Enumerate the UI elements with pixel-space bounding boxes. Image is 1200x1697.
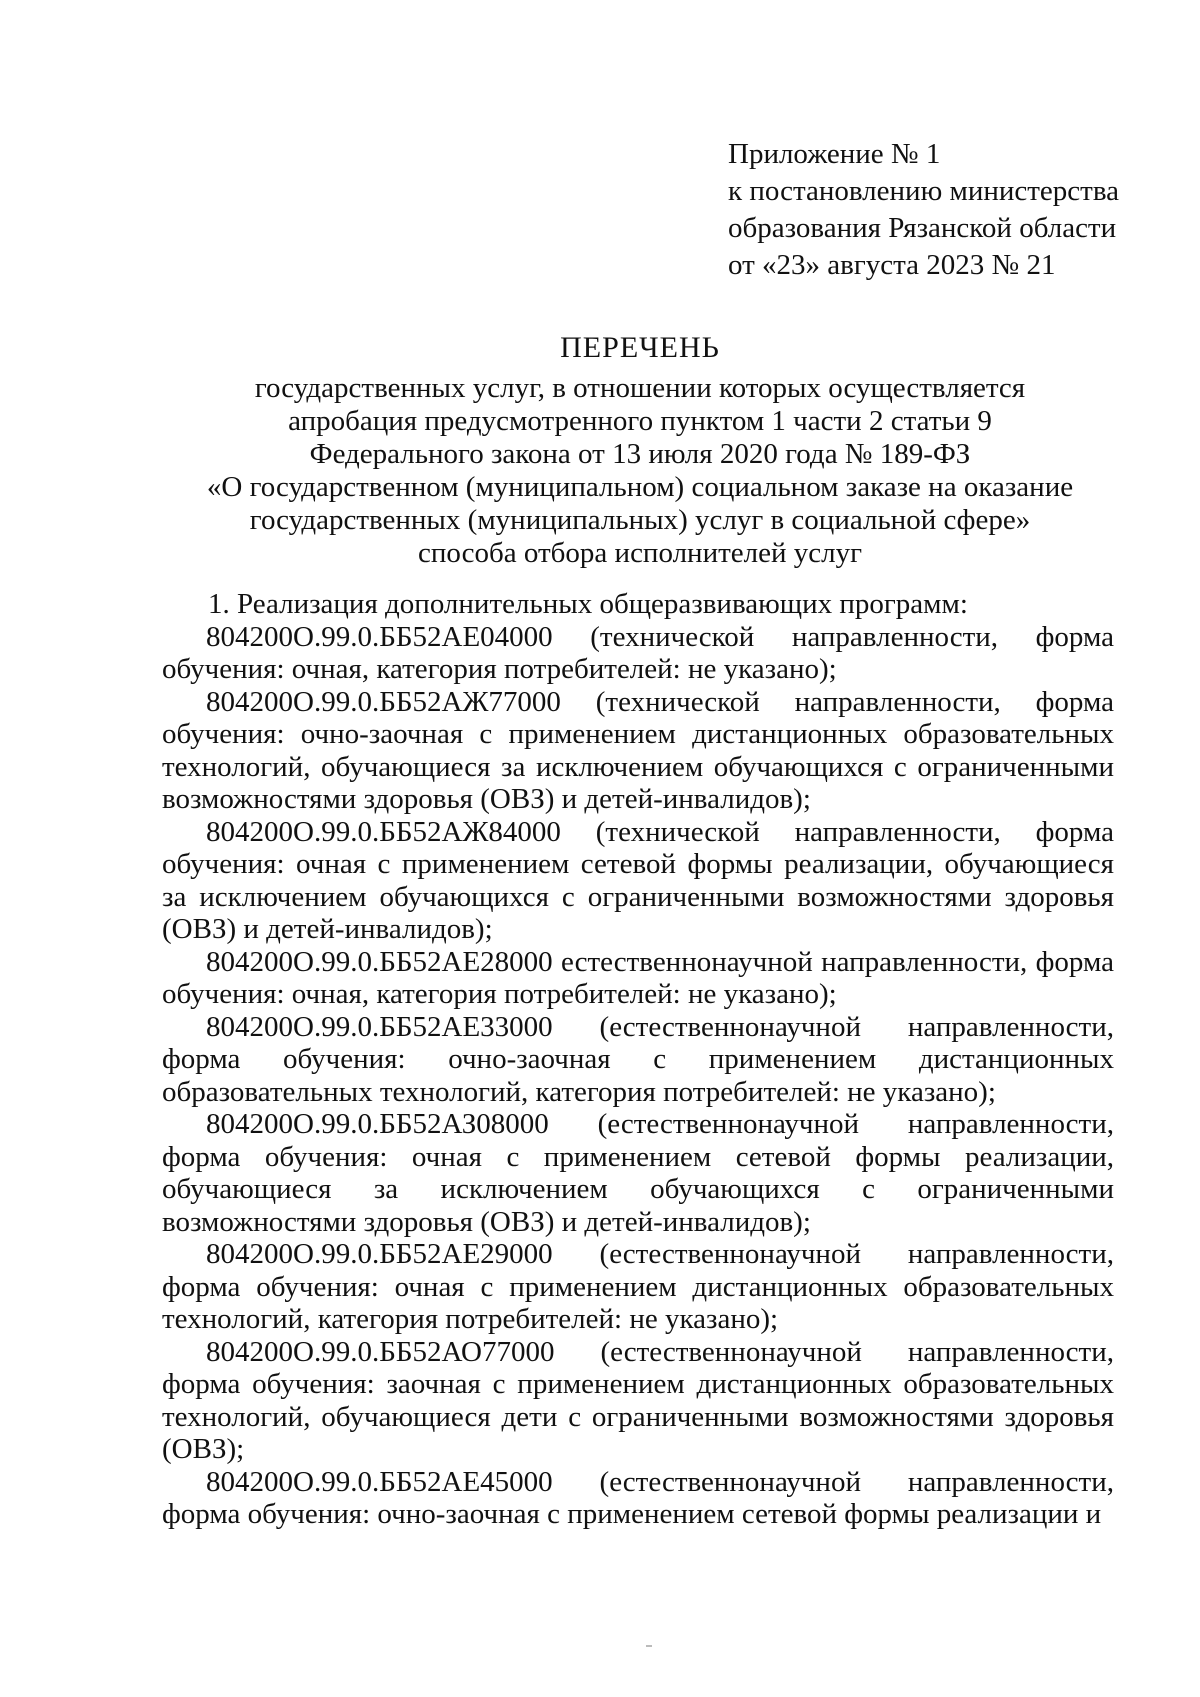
document-title: [160, 331, 1120, 570]
title-line: способа отбора исполнителей услуг: [418, 537, 862, 569]
document-body: [162, 588, 1114, 1531]
title-line: Федерального закона от 13 июля 2020 года № 189-ФЗ: [309, 438, 971, 470]
scan-artifact: [646, 1645, 652, 1647]
appendix-ref-line: к постановлению министерства: [728, 175, 1120, 207]
section-heading: 1. Реализация дополнительных общеразвивающих программ:: [208, 588, 968, 620]
service-item: 804200О.99.0.ББ52АЕ28000 естественнонаучной направленности, форма обучения: очная, категория потребителей: не указано);: [162, 945, 1114, 1010]
title-line: апробация предусмотренного пунктом 1 части 2 статьи 9: [288, 405, 992, 437]
service-item: 804200О.99.0.ББ52АЕ33000 (естественнонаучной направленности, форма обучения: очно-заочная с применением дистанционных образовательных технологий, категория потребителей: не указано);: [162, 1010, 1114, 1108]
appendix-number: Приложение № 1: [728, 138, 941, 170]
appendix-ref-line: образования Рязанской области: [728, 212, 1117, 244]
title-line: государственных (муниципальных) услуг в социальной сфере»: [249, 504, 1031, 536]
service-item: 804200О.99.0.ББ52АЖ77000 (технической направленности, форма обучения: очно-заочная с применением дистанционных образовательных технологий, обучающиеся за исключением обучающихся с ограниченными возможностями здоровья (ОВЗ) и детей-инвалидов);: [162, 685, 1114, 815]
service-item: 804200О.99.0.ББ52АО77000 (естественнонаучной направленности, форма обучения: заочная с применением дистанционных образовательных технологий, обучающиеся дети с ограниченными возможностями здоровья (ОВЗ);: [162, 1335, 1114, 1465]
service-item: 804200О.99.0.ББ52АЕ45000 (естественнонаучной направленности, форма обучения: очно-заочная с применением сетевой формы реализации и: [162, 1465, 1114, 1530]
title-line: «О государственном (муниципальном) социальном заказе на оказание: [206, 471, 1074, 503]
service-item: 804200О.99.0.ББ52АЕ29000 (естественнонаучной направленности, форма обучения: очная с применением дистанционных образовательных технологий, категория потребителей: не указано);: [162, 1238, 1114, 1335]
appendix-date-line: от «23» августа 2023 № 21: [728, 249, 1056, 281]
service-item: 804200О.99.0.ББ52АЗ08000 (естественнонаучной направленности, форма обучения: очная с применением сетевой формы реализации, обучающиеся за исключением обучающихся с ограниченными возможностями здоровья (ОВЗ) и детей-инвалидов);: [162, 1108, 1114, 1238]
title-line: государственных услуг, в отношении которых осуществляется: [254, 372, 1026, 404]
title-heading: ПЕРЕЧЕНЬ: [560, 331, 720, 364]
service-item: 804200О.99.0.ББ52АЕ04000 (технической направленности, форма обучения: очная, категория потребителей: не указано);: [162, 620, 1114, 685]
service-item: 804200О.99.0.ББ52АЖ84000 (технической направленности, форма обучения: очная с применением сетевой формы реализации, обучающиеся за исключением обучающихся с ограниченными возможностями здоровья (ОВЗ) и детей-инвалидов);: [162, 815, 1114, 945]
appendix-header: [728, 136, 1168, 284]
